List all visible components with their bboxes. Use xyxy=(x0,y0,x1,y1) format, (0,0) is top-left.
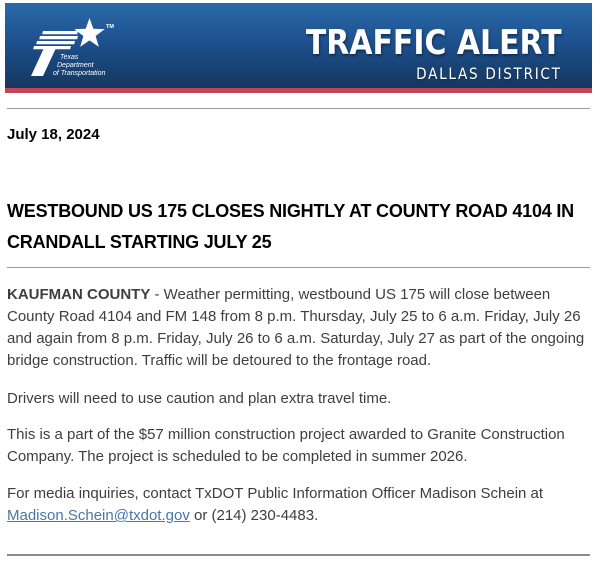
divider-top xyxy=(7,108,590,109)
paragraph-media-contact: For media inquiries, contact TxDOT Public Information Officer Madison Schein at Madison.Schein@txdot.gov or (214) 230-4483. xyxy=(7,485,544,524)
logo-star-icon xyxy=(74,18,104,47)
district-subtitle: DALLAS DISTRICT xyxy=(416,64,562,83)
banner-text xyxy=(271,23,562,83)
txdot-logo xyxy=(31,15,123,81)
logo-stripes-icon xyxy=(33,31,78,49)
header-banner xyxy=(5,3,592,88)
headline: WESTBOUND US 175 CLOSES NIGHTLY AT COUNTY ROAD 4104 IN CRANDALL STARTING JULY 25 xyxy=(7,201,574,252)
logo-org-line-3: of Transportation xyxy=(53,70,106,77)
county-label: KAUFMAN COUNTY xyxy=(7,286,151,303)
divider-headline xyxy=(7,267,590,268)
divider-bottom xyxy=(7,554,590,556)
paragraph-project: This is a part of the $57 million construction project awarded to Granite Construction Company. The project is scheduled to be completed in summer 2026. xyxy=(7,426,565,465)
alert-title: TRAFFIC ALERT xyxy=(306,23,562,63)
paragraph-closure-details: KAUFMAN COUNTY - Weather permitting, westbound US 175 will close between County Road 4104 and FM 148 from 8 p.m. Thursday, July 25 to 6 a.m. Friday, July 26 and again from 8 p.m. Friday, July 26 to 6 a.m. Saturday, July 27 as part of the ongoing bridge construction. Traffic will be detoured to the frontage road. xyxy=(7,286,585,369)
logo-org-line-1: Texas xyxy=(60,54,79,61)
email-link[interactable]: Madison.Schein@txdot.gov xyxy=(7,507,190,524)
email-body xyxy=(5,108,592,556)
paragraph-caution: Drivers will need to use caution and plan extra travel time. xyxy=(7,390,392,407)
red-stripe xyxy=(5,88,592,93)
date-text: July 18, 2024 xyxy=(7,126,100,143)
logo-trademark: TM xyxy=(106,24,114,30)
logo-org-line-2: Department xyxy=(57,62,94,69)
